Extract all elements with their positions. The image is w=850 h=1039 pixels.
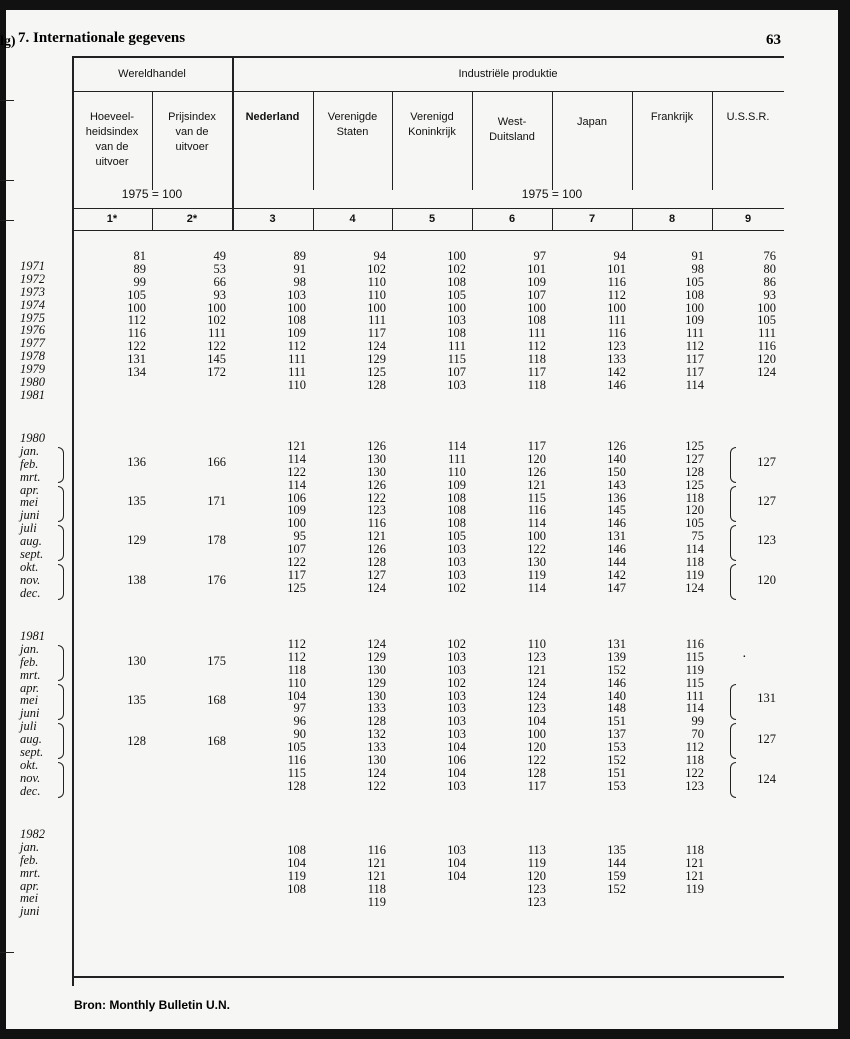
col-header-4: Verenigde Staten — [327, 111, 378, 138]
header-rule-3 — [72, 230, 784, 231]
year-label: 1981 — [20, 387, 45, 402]
m1981-col-5: 102 103 103 102 103 103 103 103 104 106 104 103 — [447, 637, 466, 793]
q1980-c2-2: 171 — [207, 494, 226, 508]
group-header-wereldhandel: Wereldhandel — [118, 68, 186, 80]
q1981-c9-2: 131 — [757, 691, 776, 705]
annual-col-6: 97 101 109 107 100 108 111 112 118 117 118 — [527, 249, 546, 392]
q1981-c2-1: 175 — [207, 654, 226, 668]
year-label: 1975 — [20, 310, 45, 325]
q1980-c1-1: 136 — [127, 455, 146, 469]
year-label-1982: 1982 — [20, 827, 45, 841]
brace-1981-q3 — [58, 723, 64, 759]
brace-1980-q2 — [58, 486, 64, 522]
q1980-c9-4: 120 — [757, 573, 776, 587]
col-header-1: Hoeveel- heidsindex van de uitvoer — [85, 111, 139, 168]
col-number-3: 3 — [269, 213, 276, 225]
year-label: 1977 — [20, 336, 45, 351]
table-top-rule — [72, 56, 784, 58]
q1981-c2-3: 168 — [207, 734, 226, 748]
q1980-c2-3: 178 — [207, 533, 226, 547]
group-divider — [232, 56, 234, 231]
group-header-industrie: Industriële produktie — [458, 68, 558, 80]
year-label: 1976 — [20, 323, 45, 338]
brace-1981-q4 — [58, 762, 64, 798]
table-bottom-rule — [72, 976, 784, 978]
m1982-col-6: 113 119 120 123 123 — [527, 843, 546, 909]
m1981-col-8: 116 115 119 115 111 114 99 70 112 118 122 123 — [685, 637, 704, 793]
annual-col-5: 100 102 108 105 100 103 108 111 115 107 103 — [447, 249, 466, 392]
q1980-c9-2: 127 — [757, 494, 776, 508]
header-rule-1 — [72, 91, 784, 92]
m1981-col-6: 110 123 121 124 124 123 104 100 120 122 128 117 — [527, 637, 546, 793]
year-label: 1980 — [20, 375, 45, 390]
brace-1980-q4 — [58, 564, 64, 600]
year-label: 1979 — [20, 362, 45, 377]
m1981-col-3: 112 112 118 110 104 97 96 90 105 116 115 128 — [287, 637, 306, 793]
q1981-c9-4: 124 — [757, 772, 776, 786]
col-header-6: West- Duitsland — [489, 116, 535, 143]
annual-col-8: 91 98 105 108 100 109 111 112 117 117 114 — [685, 249, 704, 392]
col-divider-6 — [552, 91, 553, 190]
m1980-col-5: 114 111 110 109 108 108 108 105 103 103 103 102 — [447, 439, 466, 595]
q1981-c1-1: 130 — [127, 654, 146, 668]
col-number-7: 7 — [588, 213, 596, 225]
col-divider-3 — [313, 91, 314, 190]
months-1981: 1981 jan. feb. mrt. apr. mei juni juli aug. sept. okt. nov. dec. — [20, 629, 45, 798]
year-labels — [20, 260, 45, 402]
annual-col-1: 81 89 99 105 100 112 116 122 131 134 — [127, 249, 146, 380]
margin-mark — [0, 100, 14, 101]
q1980-c1-2: 135 — [127, 494, 146, 508]
m1980-col-3: 121 114 122 114 106 109 100 95 107 122 117 125 — [287, 439, 306, 595]
header-rule-2 — [72, 208, 784, 209]
year-label-1981: 1981 — [20, 629, 45, 643]
col-header-7: Japan — [577, 116, 607, 128]
m1981-col-7: 131 139 152 146 140 148 151 137 153 152 151 153 — [607, 637, 626, 793]
page-number: 63 — [766, 32, 781, 48]
year-label-1980: 1980 — [20, 431, 45, 445]
q1981-c9-first: · — [742, 650, 747, 665]
m1981-col-4: 124 129 130 129 130 133 128 132 133 130 124 122 — [367, 637, 386, 793]
source-note: Bron: Monthly Bulletin U.N. — [74, 998, 230, 1012]
year-label: 1973 — [20, 284, 45, 299]
left-fragment: lg) — [0, 34, 16, 49]
q1981-c9-3: 127 — [757, 732, 776, 746]
col-header-5: Verenigd Koninkrijk — [408, 111, 456, 138]
document-page — [0, 10, 838, 1029]
annual-col-3: 89 91 98 103 100 108 109 112 111 111 110 — [287, 249, 306, 392]
q1980-c1-4: 138 — [127, 573, 146, 587]
col-number-2: 2* — [186, 213, 198, 225]
q1980-c2-1: 166 — [207, 455, 226, 469]
col-divider-8 — [712, 91, 713, 190]
col-divider-4 — [392, 91, 393, 190]
m1982-col-8: 118 121 121 119 — [685, 843, 704, 896]
q1980-c2-4: 176 — [207, 573, 226, 587]
m1980-col-6: 117 120 126 121 115 116 114 100 122 130 119 114 — [527, 439, 546, 595]
margin-mark — [0, 180, 14, 181]
brace-1981-q1 — [58, 645, 64, 681]
col-divider-7 — [632, 91, 633, 190]
m1980-col-8: 125 127 128 125 118 120 105 75 114 118 119 124 — [685, 439, 704, 595]
col-number-5: 5 — [428, 213, 436, 225]
q1981-c1-2: 135 — [127, 693, 146, 707]
q1980-c9-3: 123 — [757, 533, 776, 547]
months-1980: 1980 jan. feb. mrt. apr. mei juni juli aug. sept. okt. nov. dec. — [20, 431, 45, 600]
margin-mark — [0, 220, 14, 221]
col-number-6: 6 — [508, 213, 516, 225]
col-header-9: U.S.S.R. — [726, 111, 770, 123]
m1980-col-4: 126 130 130 126 122 123 116 121 126 128 127 124 — [367, 439, 386, 595]
q1980-c1-3: 129 — [127, 533, 146, 547]
annual-col-2: 49 53 66 93 100 102 111 122 145 172 — [207, 249, 226, 380]
annual-col-4: 94 102 110 110 100 111 117 124 129 125 128 — [367, 249, 386, 392]
section-title: 7. Internationale gegevens — [18, 30, 186, 46]
col-header-3: Nederland — [245, 111, 300, 123]
brace-1980-q3 — [58, 525, 64, 561]
m1982-col-3: 108 104 119 108 — [287, 843, 306, 896]
brace-1981-q2 — [58, 684, 64, 720]
m1980-col-7: 126 140 150 143 136 145 146 131 146 144 142 147 — [607, 439, 626, 595]
col-number-4: 4 — [349, 213, 356, 225]
year-label: 1978 — [20, 349, 45, 364]
q1980-c9-1: 127 — [757, 455, 776, 469]
annual-col-7: 94 101 116 112 100 111 116 123 133 142 146 — [607, 249, 626, 392]
year-label: 1972 — [20, 271, 45, 286]
brace-1980-q1 — [58, 447, 64, 483]
year-label: 1974 — [20, 297, 45, 312]
col-number-9: 9 — [744, 213, 752, 225]
col-number-8: 8 — [668, 213, 676, 225]
q1981-c2-2: 168 — [207, 693, 226, 707]
q1981-c1-3: 128 — [127, 734, 146, 748]
m1982-col-4: 116 121 121 118 119 — [367, 843, 386, 909]
col-number-1: 1* — [106, 213, 118, 225]
col-header-2: Prijsindex van de uitvoer — [168, 111, 216, 153]
annual-col-9: 76 80 86 93 100 105 111 116 120 124 — [757, 249, 776, 380]
base-year-left: 1975 = 100 — [121, 187, 183, 201]
base-year-right: 1975 = 100 — [521, 187, 583, 201]
months-1982: 1982 jan. feb. mrt. apr. mei juni — [20, 827, 45, 919]
m1982-col-7: 135 144 159 152 — [607, 843, 626, 896]
col-header-8: Frankrijk — [650, 111, 694, 123]
margin-mark — [0, 952, 14, 953]
m1982-col-5: 103 104 104 — [447, 843, 466, 883]
year-label: 1971 — [20, 259, 45, 273]
